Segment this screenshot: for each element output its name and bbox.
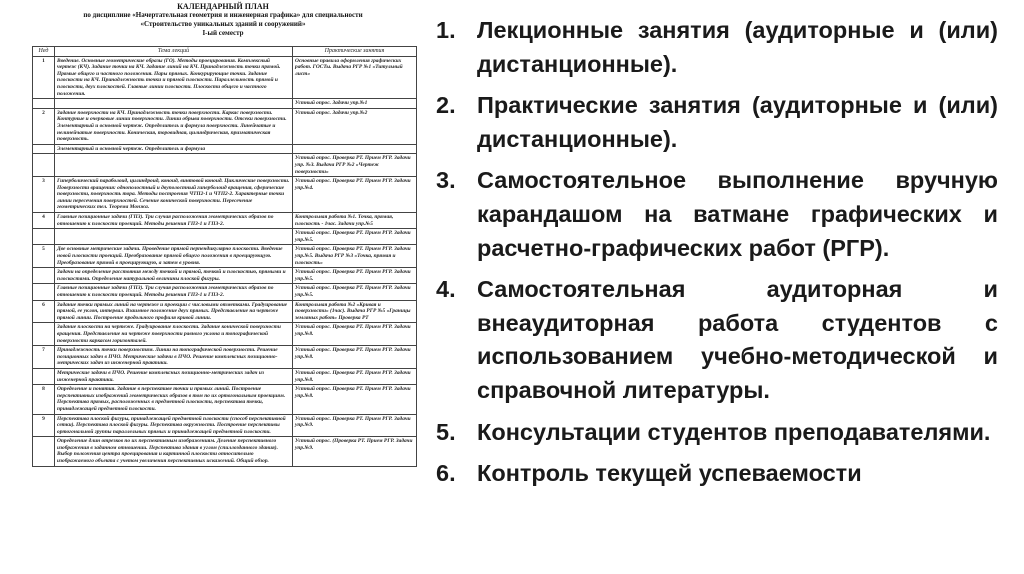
practice-cell: Устный опрос. Проверка РТ. Прием РГР. Задачи упр.№4. [293,177,417,213]
lecture-cell [55,99,293,109]
table-row [33,213,417,229]
calendar-plan-table [32,46,417,467]
week-cell [33,229,55,245]
list-item-number: 3. [436,167,456,194]
list-item-number: 2. [436,92,456,119]
calendar-plan-document [28,0,418,574]
list-item-text: Самостоятельное выполнение вручную карандашом на ватмане графических и расчетно-графических работ (РГР). [477,167,998,261]
week-cell [33,144,55,154]
lecture-cell: Гиперболический параболоид, цилиндроид, коноид, винтовой коноид. Циклические поверхности. Поверхности вращения: однополостный и двуполостный гиперболоид вращения, сферические поверхности, поверхность тора. Методы построения ЧТП2-1 и ЧТП2-2. Характерные точки линии пересечения поверхностей. Сечение конической поверхности. Пересечение геометрических тел. Теорема Монжа. [55,177,293,213]
header-week: Нед [33,47,55,57]
table-row [33,154,417,177]
list-item-text: Консультации студентов преподавателями. [477,418,991,445]
lecture-cell: Задание точки прямых линий на чертеже и проекции с числовыми отметками. Градуирование прямой, ее уклон, интервал. Взаимное положение двух прямых. Представление на чертеже прямой линии. Построение продольного профиля кривой линии. [55,300,293,323]
document-header [28,2,418,38]
list-item [436,457,998,491]
table-body [33,56,417,466]
practice-cell: Устный опрос. Проверка РТ. Прием РГР. Задачи упр.№5. Выдача РГР №3 «Точка, прямая и плоскость» [293,245,417,268]
week-cell: 7 [33,346,55,369]
lecture-cell: Задание плоскости на чертеже. Градуирование плоскости. Задание конической поверхности вращения. Представление на чертеже поверхности равного уклона и топографической поверхности каркасом горизонталей. [55,323,293,346]
practice-cell: Устный опрос. Проверка РТ. Прием РГР. Задачи упр.№9. [293,414,417,437]
practice-cell: Устный опрос. Задачи упр.№2 [293,108,417,144]
lecture-cell: Определение длин отрезков по их перспективным изображениям. Деление перспективного изображения в заданном отношении. Перспектива здания в углом (спиллозданного здания). Выбор положения центра проецирования и картинной плоскости относительно изображаемого объекта с учетом увеличения перспективных искажений. Общий обзор. [55,437,293,466]
week-cell: 2 [33,108,55,144]
week-cell [33,437,55,466]
list-item-text: Контроль текущей успеваемости [477,460,862,487]
list-item-number: 4. [436,276,456,303]
list-item-text: Практические занятия (аудиторные и (или) дистанционные). [477,92,998,152]
header-lectures: Тема лекций [55,47,293,57]
list-item [436,416,998,450]
table-row [33,437,417,466]
week-cell [33,323,55,346]
lecture-cell: Перспектива плоской фигуры, принадлежащей предметной плоскости (способ перспективной сетки). Перспектива плоской фигуры. Перспектива окружности. Построение перспективы ортогональной группы параллельных прямых и принадлежащей предметной плоскости. [55,414,293,437]
lecture-cell: Главные позиционные задачи (ГПЗ). Три случая расположения геометрических образов по отношению к плоскости проекций. Методы решения ГПЗ-1 и ГПЗ-2. [55,284,293,300]
lecture-cell: Элементарный и основной чертеж. Определитель и формула [55,144,293,154]
document-subtitle-1: по дисциплине «Начертательная геометрия и инженерная графика» для специальности [83,11,363,19]
practice-cell: Устный опрос. Проверка РТ. Прием РГР. Задачи упр. №3. Выдача РГР №2 «Чертеж поверхности» [293,154,417,177]
list-item [436,89,998,156]
document-subtitle-2: «Строительство уникальных зданий и сооружений» [140,20,306,28]
table-row [33,385,417,414]
practice-cell: Устный опрос. Задачи упр.№1 [293,99,417,109]
table-row [33,229,417,245]
table-header-row [33,47,417,57]
header-practice: Практические занятия [293,47,417,57]
week-cell: 4 [33,213,55,229]
list-item-number: 5. [436,418,456,445]
practice-cell: Устный опрос. Проверка РТ. Прием РГР. Задачи упр.№8. [293,323,417,346]
table-row [33,346,417,369]
week-cell: 9 [33,414,55,437]
lecture-cell: Две основные метрические задачи. Проведение прямой перпендикулярно плоскости. Введение новой плоскости проекций. Преобразование прямой общего положения в проецирующую. Преобразование прямой в проецирующую, а затем в уровня. [55,245,293,268]
practice-cell: Устный опрос. (Проверка РТ. Прием РГР. Задачи упр.№9. [293,437,417,466]
table-row [33,268,417,284]
lecture-cell: Метрические задачи в ПЧО. Решение комплексных позиционно-метрических задач из инженерной практики. [55,368,293,384]
practice-cell: Устный опрос. Проверка РТ. Прием РГР. Задачи упр.№8. [293,385,417,414]
list-item-number: 1. [436,17,456,43]
practice-cell: Контрольная работа №2 «Кривая и поверхности» (1час). Выдача РГР №5 «Границы земляных работ» Проверка РТ [293,300,417,323]
week-cell [33,284,55,300]
week-cell: 8 [33,385,55,414]
table-row [33,414,417,437]
list-item-text: Самостоятельная аудиторная и внеаудиторная работа студентов с использованием учебно-методической и справочной литературы. [477,276,998,403]
week-cell: 6 [33,300,55,323]
week-cell: 5 [33,245,55,268]
practice-cell: Устный опрос. Проверка РТ. Прием РГР. Задачи упр.№5. [293,268,417,284]
document-title: КАЛЕНДАРНЫЙ ПЛАН [177,2,269,11]
lecture-cell: Задачи на определение расстояния между точкой и прямой, точкой и плоскостью, прямыми и плоскостями. Определение натуральной величины плоской фигуры. [55,268,293,284]
list-item [436,273,998,407]
table-row [33,99,417,109]
table-row [33,300,417,323]
practice-cell: Устный опрос. Проверка РТ. Прием РГР. Задачи упр.№8. [293,346,417,369]
week-cell [33,99,55,109]
practice-cell: Устный опрос. Проверка РТ. Прием РГР. Задачи упр.№5. [293,284,417,300]
table-row [33,108,417,144]
document-semester: I-ый семестр [202,29,244,37]
table-row [33,56,417,99]
table-row [33,177,417,213]
list-item [436,14,998,81]
lecture-cell: Определение и понятия. Задание в перспективе точки и прямых линий. Построение перспективных изображений геометрических образов в том по их ортогональным проекциям. Перспектива прямых, расположенных в предметной плоскости, перспектива точки, принадлежащей предметной плоскости. [55,385,293,414]
table-row [33,368,417,384]
lecture-cell [55,229,293,245]
week-cell [33,368,55,384]
week-cell: 1 [33,56,55,99]
table-row [33,323,417,346]
lecture-cell: Принадлежность точки поверхностям. Линии на топографической поверхности. Решение позиционных задач в ПЧО. Метрические задачи в ПЧО. Решение комплексных позиционно-метрических задач из инженерной практики. [55,346,293,369]
lecture-cell: Главные позиционные задачи (ГПЗ). Три случая расположения геометрических образов по отношению к плоскости проекций. Методы решения ГПЗ-1 и ГПЗ-2. [55,213,293,229]
lecture-cell: Задание поверхности на КЧ. Принадлежность точки поверхности. Каркас поверхности. Контурные и очерковые линии поверхности. Линии обрыва поверхности. Отсеки поверхности. Элементарный и основной чертеж. Определитель и формула поверхности. Линейчатые и нелинейчатые поверхности. Коническая, торовидная, цилиндрическая, призматическая поверхность. [55,108,293,144]
lecture-cell [55,154,293,177]
week-cell [33,154,55,177]
practice-cell [293,144,417,154]
practice-cell: Устный опрос. Проверка РТ. Прием РГР. Задачи упр.№8. [293,368,417,384]
list-item-text: Лекционные занятия (аудиторные и (или) дистанционные). [477,17,998,77]
list-item-number: 6. [436,460,456,487]
practice-cell: Устный опрос. Проверка РТ. Прием РГР. Задачи упр.№5. [293,229,417,245]
practice-cell: Контрольная работа №1. Точка, прямая, плоскость - 1час. Задачи упр.№5 [293,213,417,229]
table-row [33,284,417,300]
table-row [33,144,417,154]
practice-cell: Основные правила оформления графических работ. ГОСТы. Выдача РГР №1 «Титульный лист» [293,56,417,99]
lecture-cell: Введение. Основные геометрические образы (ГО). Методы проецирования. Комплексный чертеж (КЧ). Задание точки на КЧ. Задание линий на КЧ. Принадлежность точки прямой. Прямые общего и частного положения. Пары прямых. Конкурирующие точки. Задание плоскости на КЧ. Принадлежность точки и прямой плоскости. Параллельность прямой и плоскости, двух плоскостей. Главные линии плоскости. Плоскости общего и частного положения. [55,56,293,99]
week-cell: 3 [33,177,55,213]
study-forms-list [436,14,998,491]
table-row [33,245,417,268]
week-cell [33,268,55,284]
list-item [436,164,998,265]
